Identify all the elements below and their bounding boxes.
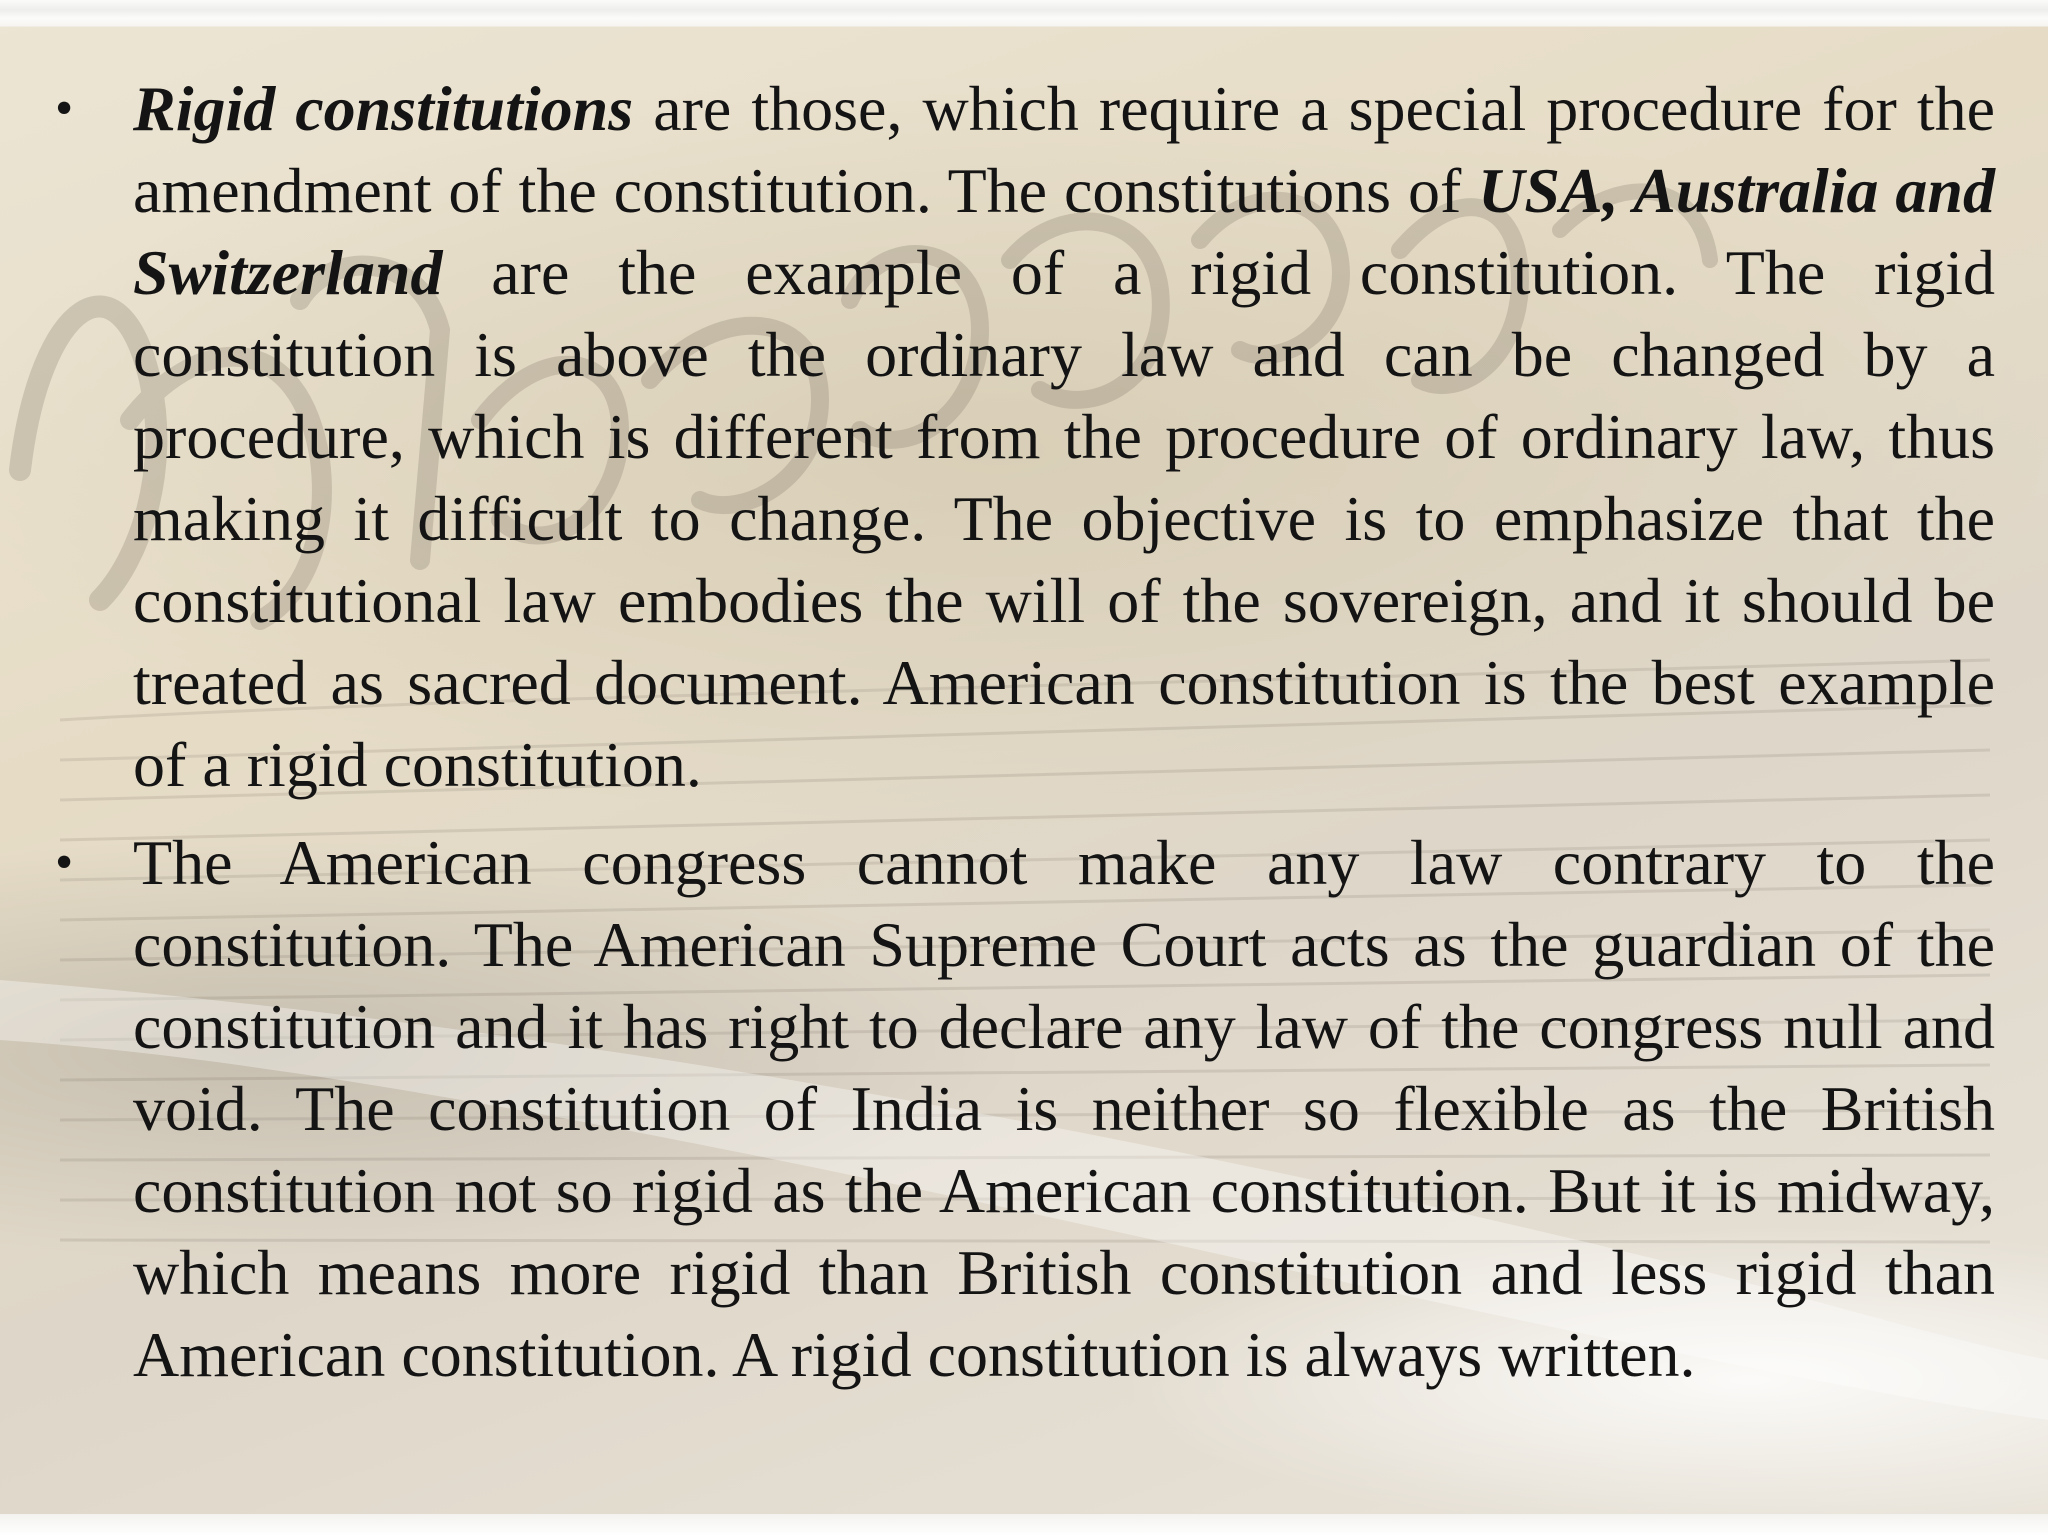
body-text: The American congress cannot make any law contrary to the constitution. The American Supreme Court acts as the guardian of the constitution and it has right to declare any law of the congress null and void. The constitution of India is neither so flexible as the British constitution not so rigid as the American constitution. But it is midway, which means more rigid than British constitution and less rigid than American constitution. A rigid constitution is always written. — [133, 827, 1995, 1390]
bullet-item-rigid-constitutions — [55, 68, 1995, 806]
body-text: are those, which require a special procedure for the amendment of the constitution. The constitutions of — [133, 73, 1996, 226]
bullet-item-american-congress — [55, 822, 1995, 1396]
bullet-marker: • — [55, 80, 74, 137]
bullet-marker: • — [55, 834, 74, 891]
bottom-band — [0, 1514, 2048, 1536]
emphasis-text: USA, Australia and Switzerland — [133, 155, 1996, 308]
body-text: are the example of a rigid constitution. The rigid constitution is above the ordinary law and can be changed by a procedure, which is different from the procedure of ordinary law, thus making it difficult to change. The objective is to emphasize that the constitutional law embodies the will of the sovereign, and it should be treated as sacred document. American constitution is the best example of a rigid constitution. — [133, 237, 1995, 800]
emphasis-text: Rigid constitutions — [133, 73, 634, 144]
slide-content — [55, 68, 1995, 1412]
bullet-list — [55, 68, 1995, 1396]
